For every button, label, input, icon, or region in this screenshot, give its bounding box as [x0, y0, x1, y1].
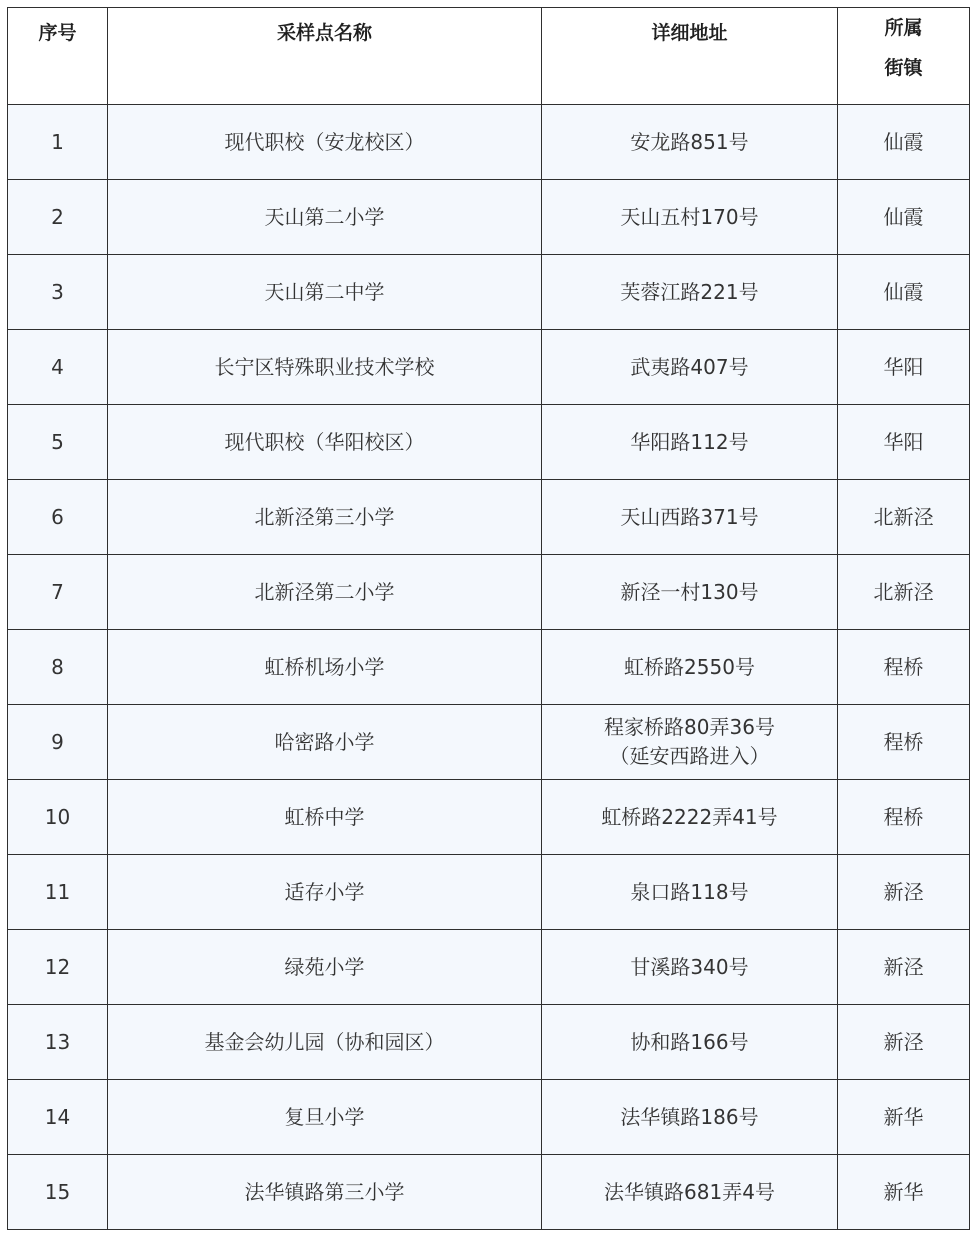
cell-site-name: 长宁区特殊职业技术学校 [108, 330, 542, 405]
cell-index: 4 [8, 330, 108, 405]
address-line: 法华镇路186号 [620, 1104, 759, 1129]
table-row [8, 330, 970, 405]
cell-street: 新华 [838, 1155, 970, 1230]
header-index: 序号 [8, 8, 108, 105]
address-line: 泉口路118号 [630, 879, 749, 904]
cell-site-name: 哈密路小学 [108, 705, 542, 780]
cell-site-name: 绿苑小学 [108, 930, 542, 1005]
cell-site-name: 虹桥中学 [108, 780, 542, 855]
address-line: 虹桥路2222弄41号 [601, 804, 778, 829]
table-body [8, 105, 970, 1230]
address-line: 武夷路407号 [630, 354, 749, 379]
cell-street: 程桥 [838, 630, 970, 705]
cell-address [542, 1005, 838, 1080]
table-row [8, 105, 970, 180]
cell-address [542, 705, 838, 780]
table-row [8, 480, 970, 555]
cell-index: 1 [8, 105, 108, 180]
header-street-line2: 街镇 [884, 57, 923, 79]
address-line: 法华镇路681弄4号 [604, 1179, 775, 1204]
cell-street: 华阳 [838, 330, 970, 405]
cell-index: 6 [8, 480, 108, 555]
table-row [8, 930, 970, 1005]
cell-index: 12 [8, 930, 108, 1005]
cell-street: 程桥 [838, 780, 970, 855]
cell-site-name: 现代职校（安龙校区） [108, 105, 542, 180]
table-row [8, 180, 970, 255]
address-line: 甘溪路340号 [630, 954, 749, 979]
table-row [8, 405, 970, 480]
cell-street: 新华 [838, 1080, 970, 1155]
cell-address [542, 1155, 838, 1230]
cell-street: 北新泾 [838, 555, 970, 630]
cell-site-name: 法华镇路第三小学 [108, 1155, 542, 1230]
table-row [8, 705, 970, 780]
cell-index: 14 [8, 1080, 108, 1155]
cell-site-name: 天山第二中学 [108, 255, 542, 330]
cell-index: 3 [8, 255, 108, 330]
cell-address [542, 330, 838, 405]
address-line: 天山五村170号 [620, 204, 759, 229]
cell-index: 7 [8, 555, 108, 630]
cell-street: 新泾 [838, 930, 970, 1005]
header-street-line1: 所属 [884, 17, 923, 39]
cell-address [542, 405, 838, 480]
header-row [8, 8, 970, 105]
address-line: 天山西路371号 [620, 504, 759, 529]
cell-site-name: 北新泾第三小学 [108, 480, 542, 555]
cell-street: 仙霞 [838, 180, 970, 255]
cell-address [542, 255, 838, 330]
address-line: 华阳路112号 [630, 429, 749, 454]
table-row [8, 780, 970, 855]
cell-index: 11 [8, 855, 108, 930]
cell-site-name: 天山第二小学 [108, 180, 542, 255]
cell-index: 2 [8, 180, 108, 255]
cell-street: 程桥 [838, 705, 970, 780]
header-address: 详细地址 [542, 8, 838, 105]
address-line: （延安西路进入） [609, 744, 770, 768]
cell-address [542, 480, 838, 555]
cell-address [542, 180, 838, 255]
cell-index: 8 [8, 630, 108, 705]
cell-address [542, 855, 838, 930]
address-line: 安龙路851号 [630, 129, 749, 154]
cell-site-name: 复旦小学 [108, 1080, 542, 1155]
table-row [8, 1080, 970, 1155]
cell-street: 新泾 [838, 1005, 970, 1080]
cell-street: 仙霞 [838, 105, 970, 180]
cell-address [542, 780, 838, 855]
address-line: 程家桥路80弄36号 [604, 715, 775, 739]
cell-site-name: 适存小学 [108, 855, 542, 930]
cell-street: 仙霞 [838, 255, 970, 330]
cell-address [542, 930, 838, 1005]
cell-street: 新泾 [838, 855, 970, 930]
table-row [8, 1005, 970, 1080]
cell-address [542, 555, 838, 630]
cell-address [542, 630, 838, 705]
cell-index: 10 [8, 780, 108, 855]
cell-street: 华阳 [838, 405, 970, 480]
sampling-sites-table [7, 7, 970, 1230]
header-street [838, 8, 970, 105]
cell-address [542, 1080, 838, 1155]
address-line: 新泾一村130号 [620, 579, 759, 604]
table-row [8, 855, 970, 930]
cell-index: 15 [8, 1155, 108, 1230]
address-line: 协和路166号 [630, 1029, 749, 1054]
table-row [8, 1155, 970, 1230]
table-header [8, 8, 970, 105]
cell-index: 9 [8, 705, 108, 780]
address-line: 芙蓉江路221号 [620, 279, 759, 304]
table-row [8, 630, 970, 705]
cell-address [542, 105, 838, 180]
cell-street: 北新泾 [838, 480, 970, 555]
address-line: 虹桥路2550号 [624, 654, 755, 679]
table-row [8, 255, 970, 330]
cell-site-name: 基金会幼儿园（协和园区） [108, 1005, 542, 1080]
table-row [8, 555, 970, 630]
cell-site-name: 现代职校（华阳校区） [108, 405, 542, 480]
cell-site-name: 北新泾第二小学 [108, 555, 542, 630]
cell-index: 13 [8, 1005, 108, 1080]
header-name: 采样点名称 [108, 8, 542, 105]
cell-index: 5 [8, 405, 108, 480]
cell-site-name: 虹桥机场小学 [108, 630, 542, 705]
